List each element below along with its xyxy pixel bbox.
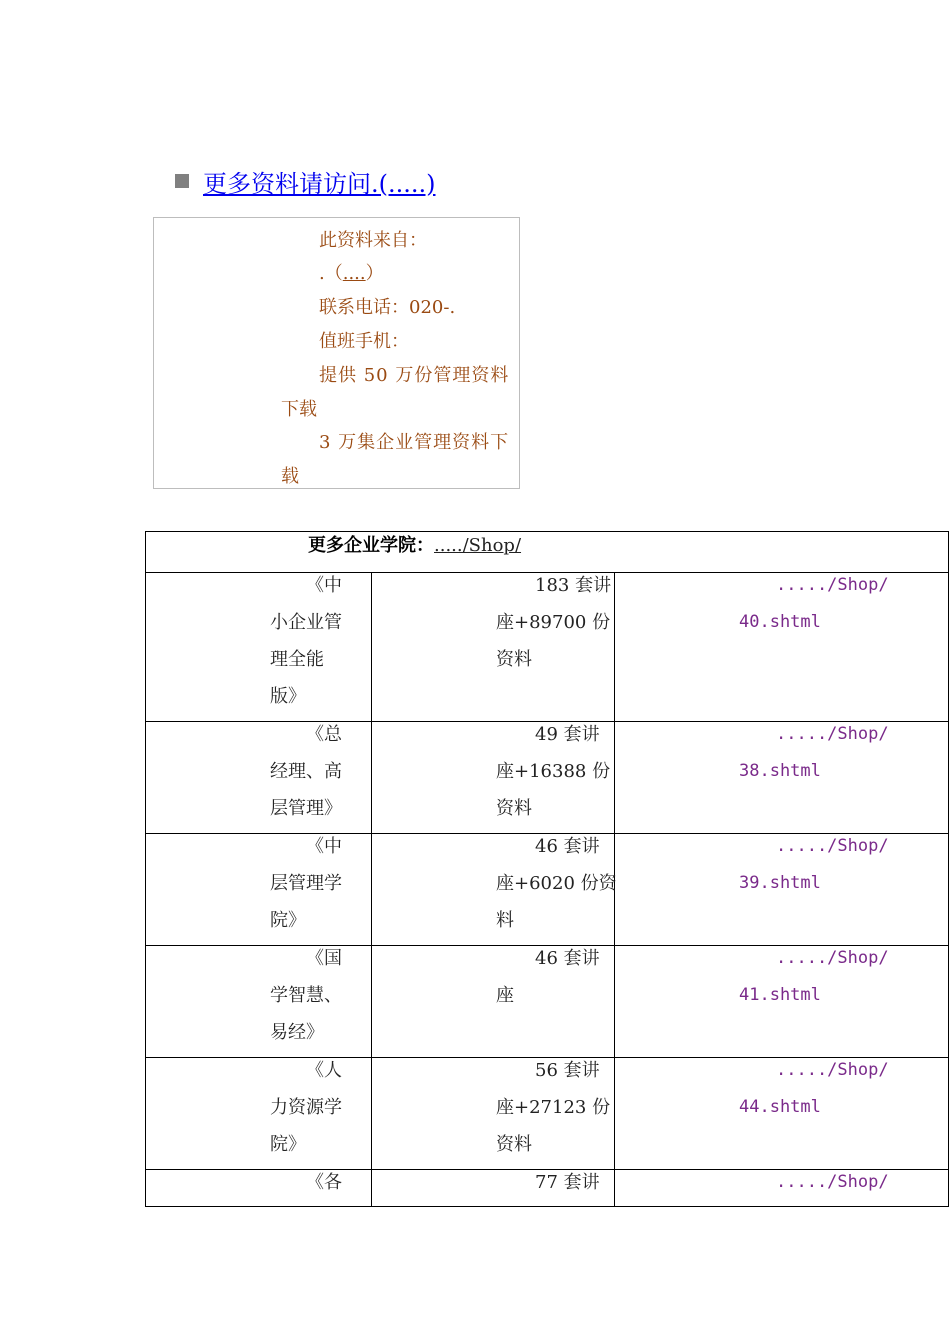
table-header-link[interactable]: ...../Shop/ (434, 535, 522, 556)
course-name: 院》 (270, 910, 306, 931)
course-desc: 资料 (496, 798, 532, 819)
source-url-suffix: ） (365, 263, 384, 284)
course-desc: 56 套讲 (535, 1060, 600, 1081)
more-resources-line (175, 164, 436, 198)
square-bullet-icon (175, 174, 189, 188)
course-desc: 46 套讲 (535, 948, 600, 969)
offer-line-1-cont: 下载 (281, 399, 317, 420)
more-resources-link[interactable]: 更多资料请访问.(.....) (203, 169, 436, 198)
course-name: 《中 (306, 836, 342, 857)
course-name: 理全能 (270, 649, 324, 670)
duty-mobile: 值班手机： (319, 331, 409, 352)
course-desc: 资料 (496, 649, 532, 670)
course-name: 《国 (306, 948, 342, 969)
course-desc: 46 套讲 (535, 836, 600, 857)
course-desc: 座+6020 份资 (496, 873, 617, 894)
course-desc: 49 套讲 (535, 724, 600, 745)
course-name: 版》 (270, 686, 306, 707)
course-url[interactable]: ...../Shop/ (776, 724, 889, 744)
source-label: 此资料来自： (319, 230, 427, 251)
source-url-link[interactable]: .... (342, 263, 366, 284)
course-name: 学智慧、 (270, 985, 342, 1006)
course-desc: 料 (496, 910, 514, 931)
offer-line-2: 3 万集企业管理资料下 (319, 432, 510, 453)
course-name: 层管理学 (270, 873, 342, 894)
course-name: 《总 (306, 724, 342, 745)
courses-table (145, 531, 949, 1207)
course-url[interactable]: ...../Shop/ (776, 836, 889, 856)
course-url[interactable]: 39.shtml (739, 873, 821, 893)
course-desc: 座+16388 份 (496, 761, 611, 782)
contact-phone: 联系电话：020-. (319, 297, 456, 318)
table-header (308, 534, 521, 558)
source-url-line (319, 259, 384, 285)
course-url[interactable]: ...../Shop/ (776, 1060, 889, 1080)
course-url[interactable]: 44.shtml (739, 1097, 821, 1117)
offer-line-1: 提供 50 万份管理资料 (319, 365, 510, 386)
course-name: 小企业管 (270, 612, 342, 633)
offer-line-2-cont: 载 (281, 466, 299, 487)
course-url[interactable]: ...../Shop/ (776, 948, 889, 968)
course-name: 力资源学 (270, 1097, 342, 1118)
course-name: 层管理》 (270, 798, 342, 819)
source-url-prefix: .（ (319, 263, 343, 284)
table-header-label: 更多企业学院： (308, 535, 434, 556)
course-desc: 资料 (496, 1134, 532, 1155)
course-desc: 座 (496, 985, 514, 1006)
course-name: 《人 (306, 1060, 342, 1081)
course-desc: 77 套讲 (535, 1172, 600, 1193)
column-divider (371, 572, 372, 1206)
course-url[interactable]: 40.shtml (739, 612, 821, 632)
course-name: 《中 (306, 575, 342, 596)
course-name: 院》 (270, 1134, 306, 1155)
course-url[interactable]: ...../Shop/ (776, 575, 889, 595)
course-url[interactable]: ...../Shop/ (776, 1172, 889, 1192)
course-url[interactable]: 41.shtml (739, 985, 821, 1005)
course-name: 易经》 (270, 1022, 324, 1043)
source-info-box (153, 217, 520, 489)
course-name: 《各 (306, 1172, 342, 1193)
course-name: 经理、高 (270, 761, 342, 782)
course-url[interactable]: 38.shtml (739, 761, 821, 781)
course-desc: 座+27123 份 (496, 1097, 611, 1118)
course-desc: 座+89700 份 (496, 612, 611, 633)
course-desc: 183 套讲 (535, 575, 612, 596)
